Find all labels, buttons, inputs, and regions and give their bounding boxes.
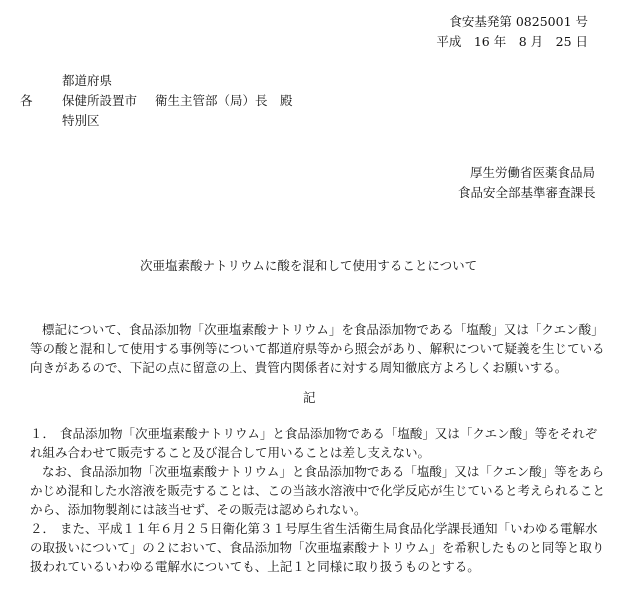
document-date: 平成 16 年 8 月 25 日 [436, 34, 588, 49]
addressee-prefecture: 都道府県 [62, 73, 113, 88]
list-item-line: かじめ混和した水溶液を販売することは、この当該水溶液中で化学反応が生じていると考えられること [30, 483, 606, 498]
item-number: ２． [30, 521, 56, 536]
subject-title: 次亜塩素酸ナトリウムに酸を混和して使用することについて [140, 258, 478, 273]
addressee-title: 衛生主管部（局）長 殿 [155, 93, 293, 108]
list-item-line: の取扱いについて」の２において、食品添加物「次亜塩素酸ナトリウム」を希釈したものと同等と取り [30, 540, 605, 555]
list-item-line: から、添加物製剤には該当せず、その販売は認められない。 [30, 502, 367, 517]
item-number: １． [30, 426, 56, 441]
list-item-line: 扱われているいわゆる電解水についても、上記１と同様に取り扱うものとする。 [30, 559, 480, 574]
list-item-2 [30, 519, 605, 576]
intro-paragraph [30, 320, 605, 377]
intro-line: 標記について、食品添加物「次亜塩素酸ナトリウム」を食品添加物である「塩酸」又は「クエン酸」 [42, 322, 604, 337]
list-item-line: なお、食品添加物「次亜塩素酸ナトリウム」と食品添加物である「塩酸」又は「クエン酸」等をあら [42, 464, 605, 479]
sender-bureau: 厚生労働省医薬食品局 [470, 165, 596, 180]
addressee-each: 各 [20, 93, 33, 108]
list-item-1 [30, 424, 606, 519]
intro-line: 向きがあるので、下記の点に留意の上、貴管内関係者に対する周知徹底方よろしくお願いする。 [30, 360, 568, 375]
document-number: 食安基発第 0825001 号 [449, 14, 588, 29]
addressee-city: 保健所設置市 [62, 93, 138, 108]
list-item-line: れ組み合わせて販売すること及び混合して用いることは差し支えない。 [30, 445, 431, 460]
addressee-ward: 特別区 [62, 113, 100, 128]
list-item-line: １． 食品添加物「次亜塩素酸ナトリウム」と食品添加物である「塩酸」又は「クエン酸」等をそれぞ [30, 426, 598, 441]
ki-marker: 記 [303, 390, 316, 405]
intro-line: 等の酸と混和して使用する事例等について都道府県等から照会があり、解釈について疑義を生じている [30, 341, 605, 356]
list-item-line: ２． また、平成１１年６月２５日衛化第３１号厚生省生活衛生局食品化学課長通知「いわゆる電解水 [30, 521, 598, 536]
sender-division: 食品安全部基準審査課長 [458, 185, 596, 200]
